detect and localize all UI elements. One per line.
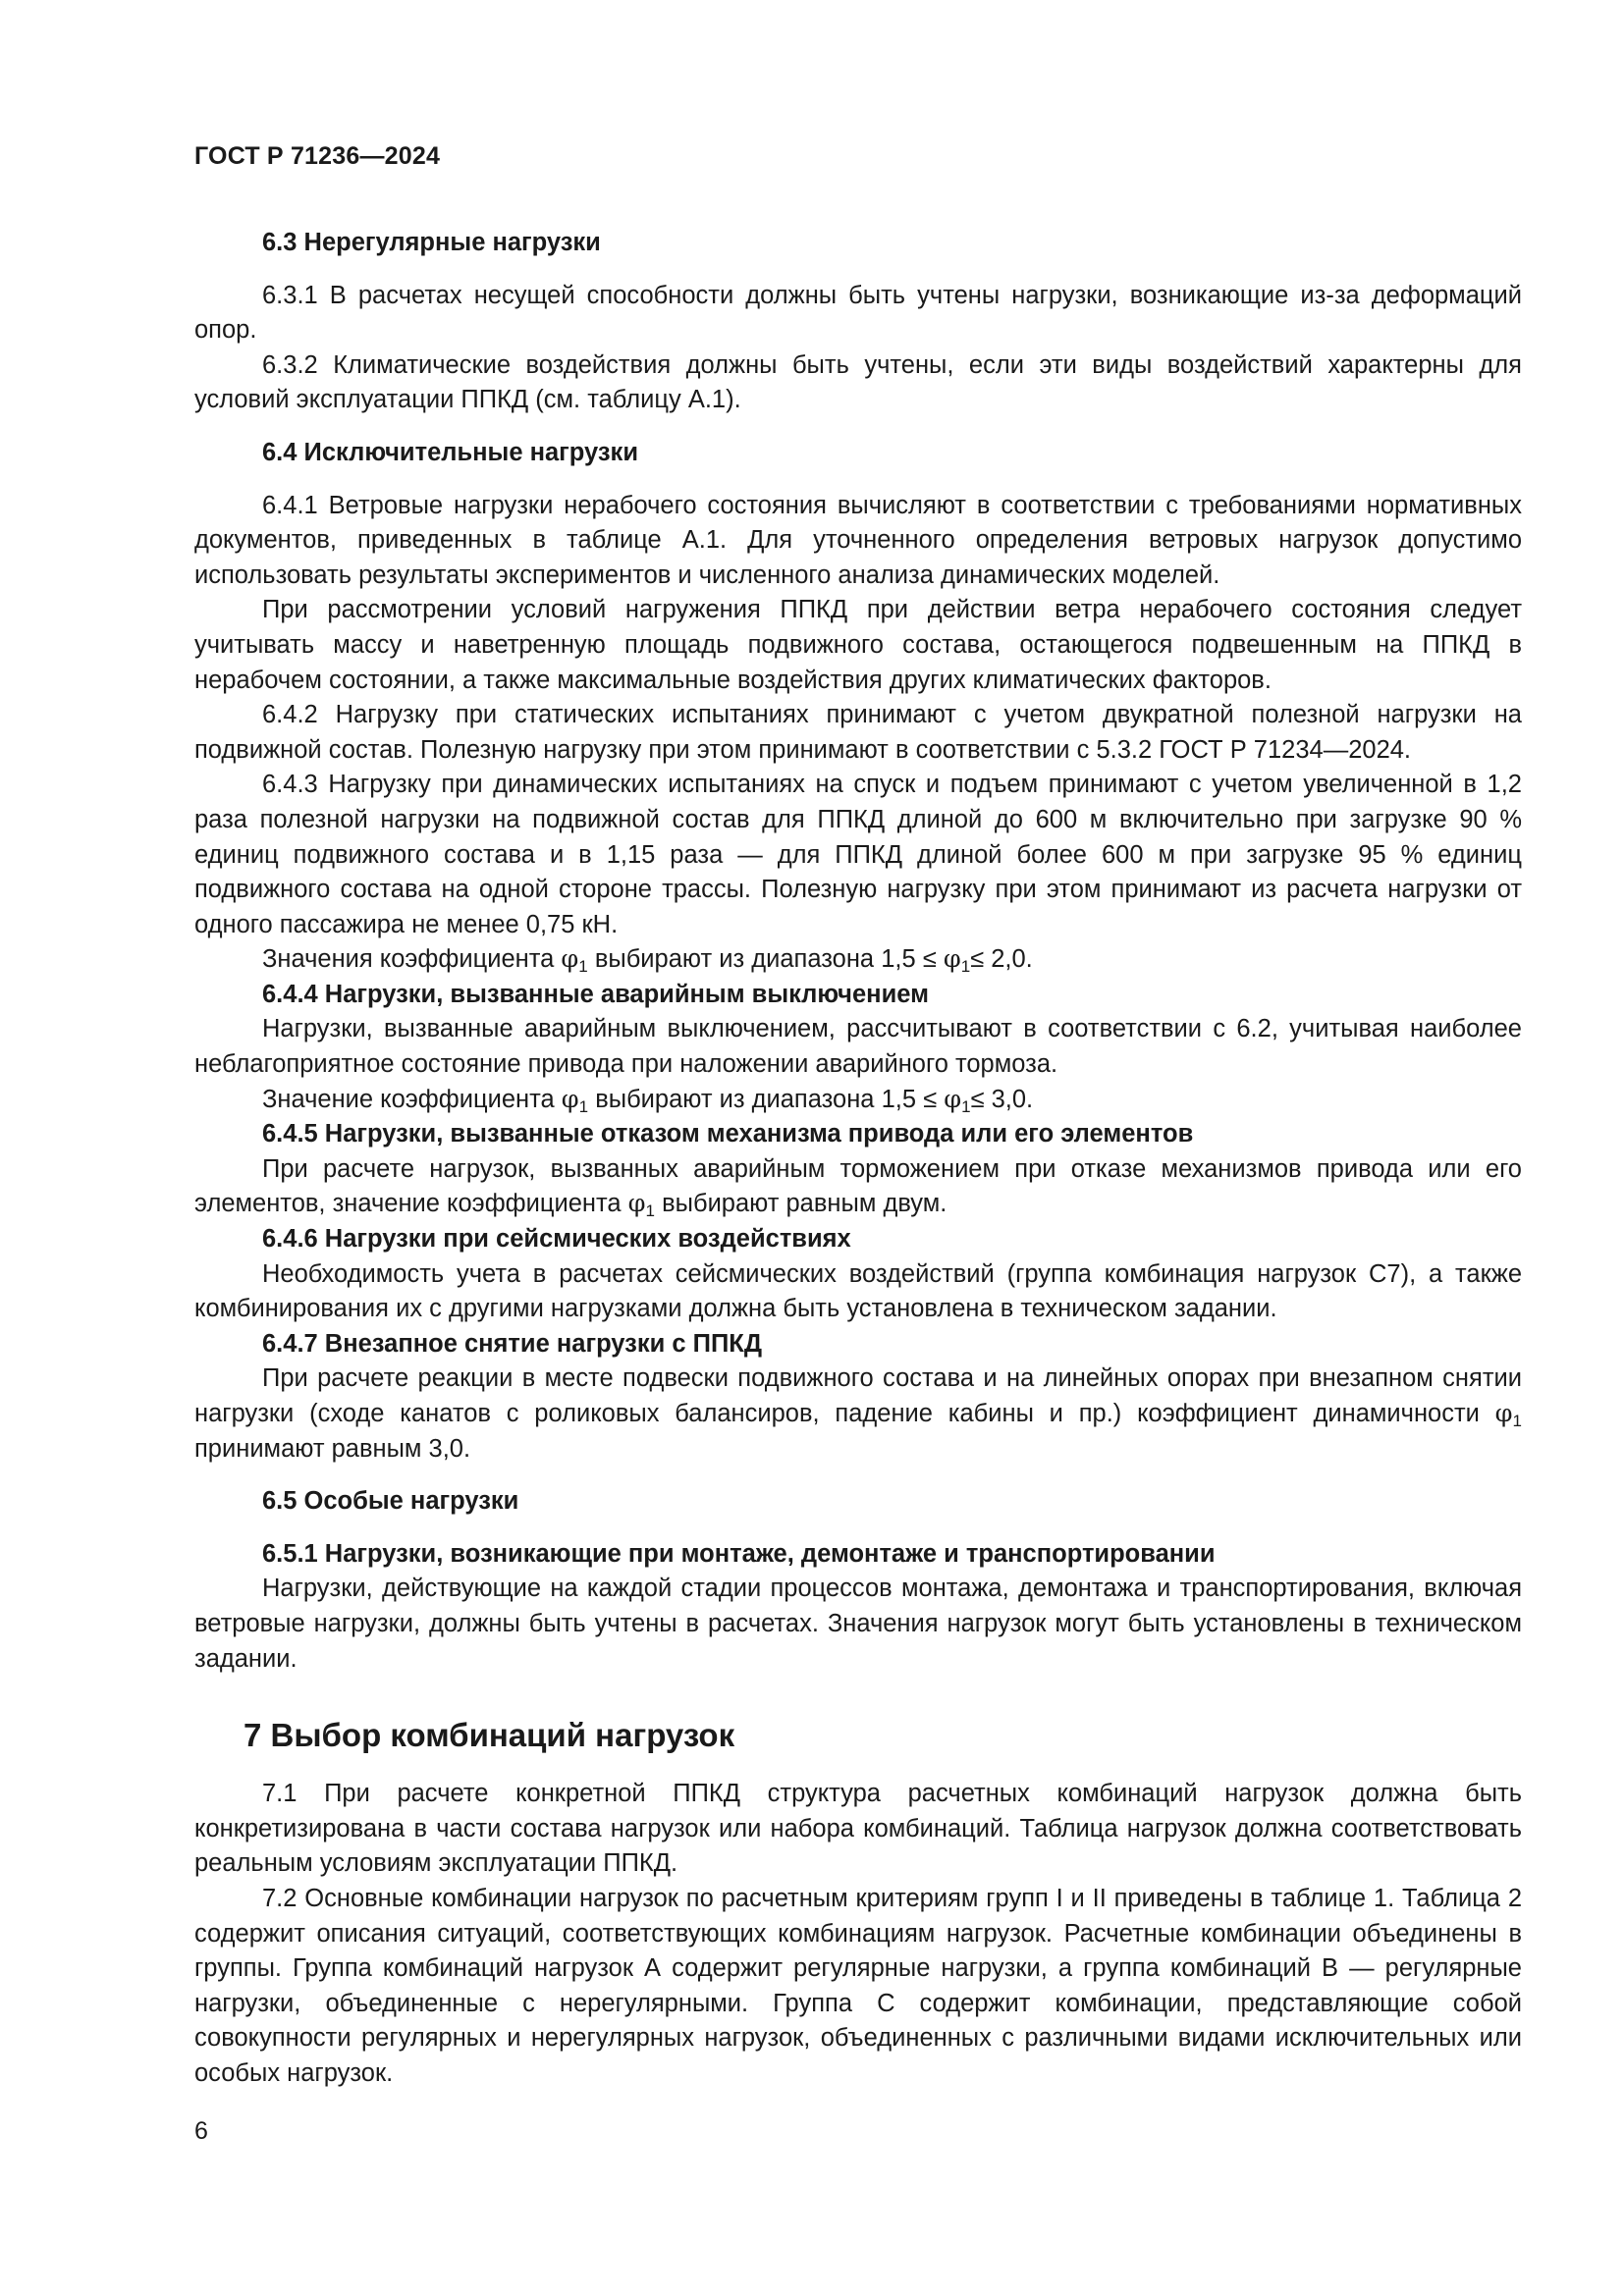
subscript: 1	[1512, 1412, 1522, 1430]
paragraph-6-4-1: 6.4.1 Ветровые нагрузки нерабочего состояния вычисляют в соответствии с требованиями нормативных документов, приведенных в таблице А.1. Для уточненного определения ветровых нагрузок допустимо использовать результаты экспериментов и численного анализа динамических моделей.	[194, 491, 1522, 589]
section-6-4-7-heading: 6.4.7 Внезапное снятие нагрузки с ППКД	[262, 1329, 763, 1358]
text-fragment: При расчете нагрузок, вызванных аварийным торможением при отказе механизмов привода или его элементов, значение коэффициента	[194, 1154, 1522, 1218]
phi-symbol: φ	[627, 1189, 646, 1219]
paragraph-6-4-2: 6.4.2 Нагрузку при статических испытаниях принимают с учетом двукратной полезной нагрузки на подвижной состав. Полезную нагрузку при этом принимают в соответствии с 5.3.2 ГОСТ Р 71234—2024.	[194, 701, 1522, 764]
paragraph-6-4-5	[194, 1152, 1522, 1222]
text-fragment: ≤ 3,0.	[970, 1085, 1034, 1113]
section-6-4-6-heading: 6.4.6 Нагрузки при сейсмических воздействиях	[262, 1225, 851, 1254]
text-fragment: Значения коэффициента	[262, 945, 562, 974]
text-fragment: Значение коэффициента	[262, 1085, 562, 1113]
paragraph-6-4-4: Нагрузки, вызванные аварийным выключением, рассчитывают в соответствии с 6.2, учитывая наиболее неблагоприятное состояние привода при наложении аварийного тормоза.	[194, 1015, 1522, 1079]
section-6-4-4-heading: 6.4.4 Нагрузки, вызванные аварийным выключением	[262, 980, 929, 1008]
document-header: ГОСТ Р 71236—2024	[194, 142, 441, 170]
paragraph-coefficient-range-1	[194, 942, 1522, 978]
phi-symbol: φ	[561, 1084, 579, 1114]
phi-symbol: φ	[944, 1084, 962, 1114]
text-fragment: выбирают из диапазона 1,5 ≤	[588, 1085, 945, 1113]
subscript: 1	[961, 1096, 971, 1116]
phi-symbol: φ	[943, 944, 961, 975]
phi-symbol: φ	[561, 944, 579, 975]
subscript: 1	[960, 957, 971, 977]
text-fragment: ≤ 2,0.	[970, 945, 1033, 974]
paragraph-6-4-6: Необходимость учета в расчетах сейсмических воздействий (группа комбинация нагрузок С7), а также комбинирования их с другими нагрузками должна быть установлена в техническом задании.	[194, 1259, 1522, 1323]
text-fragment: выбирают равным двум.	[655, 1190, 947, 1218]
paragraph-6-5-1: Нагрузки, действующие на каждой стадии процессов монтажа, демонтажа и транспортирования, включая ветровые нагрузки, должны быть учтены в расчетах. Значения нагрузок могут быть установлены в техническом задании.	[194, 1575, 1522, 1673]
page-content	[194, 142, 1522, 2092]
section-6-4-5-heading: 6.4.5 Нагрузки, вызванные отказом механизма привода или его элементов	[262, 1120, 1194, 1148]
subscript: 1	[578, 1096, 589, 1116]
paragraph-7-1: 7.1 При расчете конкретной ППКД структура расчетных комбинаций нагрузок должна быть конкретизирована в части состава нагрузок или набора комбинаций. Таблица нагрузок должна соответствовать реальным условиям эксплуатации ППКД.	[194, 1780, 1522, 1878]
paragraph-6-3-1: 6.3.1 В расчетах несущей способности должны быть учтены нагрузки, возникающие из-за деформаций опор.	[194, 281, 1522, 345]
section-6-3-heading: 6.3 Нерегулярные нагрузки	[262, 229, 601, 256]
section-6-5-1-heading: 6.5.1 Нагрузки, возникающие при монтаже, демонтаже и транспортировании	[262, 1539, 1216, 1568]
subscript: 1	[645, 1201, 655, 1221]
subscript: 1	[578, 957, 588, 977]
text-fragment: принимают равным 3,0.	[194, 1434, 471, 1463]
text-fragment: При расчете реакции в месте подвески подвижного состава и на линейных опорах при внезапном снятии нагрузки (сходе канатов с роликовых балансиров, падение кабины и пр.) коэффициент динамичности	[194, 1364, 1522, 1427]
paragraph-6-4-7	[194, 1362, 1522, 1467]
paragraph-6-3-2: 6.3.2 Климатические воздействия должны быть учтены, если эти виды воздействий характерны для условий эксплуатации ППКД (см. таблицу А.1).	[194, 350, 1522, 414]
paragraph-7-2: 7.2 Основные комбинации нагрузок по расчетным критериям групп I и II приведены в таблице 1. Таблица 2 содержит описания ситуаций, соответствующих комбинациям нагрузок. Расчетные комбинации объединены в группы. Группа комбинаций нагрузок А содержит регулярные нагрузки, а группа комбинаций В — регулярные нагрузки, объединенные с нерегулярными. Группа С содержит комбинации, представляющие собой совокупности регулярных и нерегулярных нагрузок, объединенных с различными видами исключительных или особых нагрузок.	[194, 1884, 1522, 2087]
section-7-heading: 7 Выбор комбинаций нагрузок	[244, 1717, 735, 1754]
phi-symbol: φ	[1494, 1399, 1513, 1428]
page-number: 6	[194, 2117, 208, 2145]
section-6-5-heading: 6.5 Особые нагрузки	[262, 1487, 519, 1516]
text-fragment: выбирают из диапазона 1,5 ≤	[587, 945, 944, 974]
paragraph-6-4-1-wind: При рассмотрении условий нагружения ППКД при действии ветра нерабочего состояния следует учитывать массу и наветренную площадь подвижного состава, остающегося подвешенным на ППКД в нерабочем состоянии, а также максимальные воздействия других климатических факторов.	[194, 596, 1522, 694]
section-6-4-heading: 6.4 Исключительные нагрузки	[262, 438, 638, 466]
paragraph-6-4-3: 6.4.3 Нагрузку при динамических испытаниях на спуск и подъем принимают с учетом увеличенной в 1,2 раза полезной нагрузки на подвижной состав для ППКД длиной до 600 м включительно при загрузке 90 % единиц подвижного состава и в 1,15 раза — для ППКД длиной более 600 м при загрузке 95 % единиц подвижного состава на одной стороне трассы. Полезную нагрузку при этом принимают из расчета нагрузки от одного пассажира не менее 0,75 кН.	[194, 771, 1522, 938]
paragraph-coefficient-range-2	[194, 1083, 1522, 1118]
